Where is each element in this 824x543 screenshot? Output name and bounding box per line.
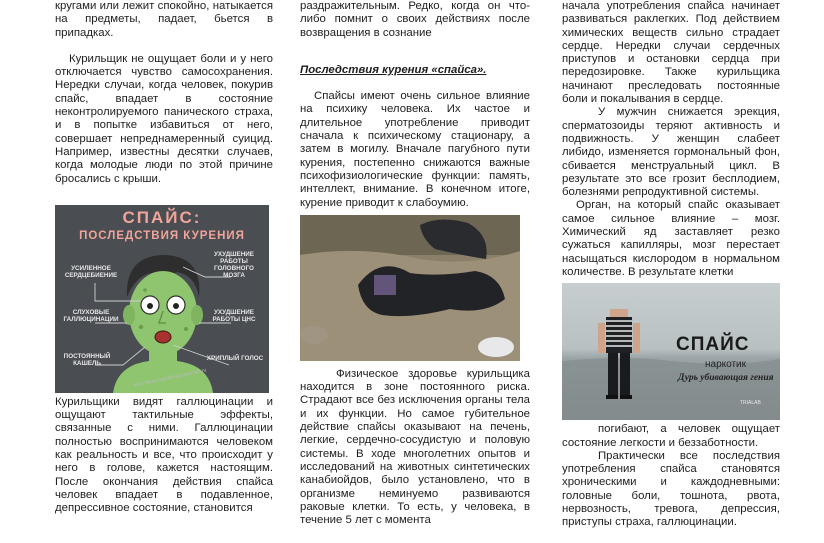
paragraph-col2-3: Физическое здоровье курильщика находится в зоне постоянного риска. Страдают все без исключения органы тела и их функции. Но самое губительное действие спайсы оказывают на печень, легкие, сердечно-сосудистую и половую системы. В ходе многолетних опытов и исследований на животных синтетических канабиойдов, было установлено, что в организме неминуемо развиваются раковые клетки. То есть, у человека, в течение 5 лет с момента (300, 367, 530, 527)
photo-person-on-ground (300, 215, 520, 361)
label-brain: УХУДШЕНИЕ РАБОТЫ ГОЛОВНОГО МОЗГА (213, 250, 254, 279)
paragraph-col3-3: Орган, на который спайс оказывает самое сильное влияние – мозг. Химический яд заставляет резко сужаться капилляры, мозг перестает насыщаться кислородом в нормальном количестве. В результате клетки (562, 199, 780, 278)
paragraph-col1-3: Курильщики видят галлюцинации и ощущают тактильные эффекты, связанные с ними. Галлюцинации полностью воспринимаются человеком как реальность и все, что происходит у него в голове, кажется настоящим. После окончания действия спайса человек впадает в подавленное, депрессивное состояние, становится (55, 395, 273, 515)
paragraph-col1-2: Курильщик не ощущает боли и у него отключается чувство самосохранения. Нередки случаи, когда человек, покурив спайс, впадает в состояние неконтролируемого панического страха, и в попытке избавиться от него, совершает непреднамеренный суицид. Например, известны десятки случаев, когда молодые люди по этой причине бросались с крыши. (55, 52, 273, 185)
spice-poster-image (562, 283, 780, 420)
column-1 (55, 0, 273, 516)
infographic-url: http://www.teatralnnyy.narkotiki.ru (133, 366, 208, 389)
left-ear-shape (123, 305, 135, 325)
photo-scene (300, 215, 520, 361)
infographic-title: СПАЙС: (122, 207, 202, 227)
section-heading: Последствия курения «спайса». (300, 63, 487, 76)
poster-title: СПАЙС (676, 334, 750, 356)
poster-logo: TRIALAB (740, 400, 761, 407)
label-voice: ХРИПЛЫЙ ГОЛОС (206, 354, 264, 362)
left-pupil-shape (147, 303, 153, 309)
poster-tagline: Дурь убивающая гения (678, 373, 774, 384)
right-pupil-shape (173, 303, 179, 309)
label-hallucinations: СЛУХОВЫЕ ГАЛЛЮЦИНАЦИИ (63, 308, 119, 323)
label-cough: ПОСТОЯННЫЙ КАШЕЛЬ (63, 352, 111, 367)
paragraph-col3-2: У мужчин снижается эрекция, сперматозоиды теряют активность и подвижность. У женщин слабеет либидо, изменяется гормональный фон, сбивается менструальный цикл. В результате это все грозит бесплодием, болезнями репродуктивной системы. (562, 106, 780, 199)
column-2 (300, 0, 530, 527)
column-3 (562, 0, 780, 530)
paragraph-col3-4: погибают, а человек ощущает состояние легкости и беззаботности. (562, 423, 780, 449)
paragraph-col3-5: Практически все последствия употребления спайса становятся хроническими и каждодневными: головные боли, тошнота, рвота, нервозность, тревога, депрессия, приступы страха, галлюцинации. (562, 449, 780, 529)
label-heartbeat: УСИЛЕННОЕ СЕРДЦЕБИЕНИЕ (64, 264, 118, 279)
poster-subtitle: наркотик (705, 359, 747, 371)
spice-effects-infographic (55, 205, 269, 393)
mouth-shape (155, 331, 171, 343)
label-cns: УХУДШЕНИЕ РАБОТЫ ЦНС (212, 308, 256, 323)
paragraph-col3-1: начала употребления спайса начинает развиваться раклегких. Под действием химических веществ сильно страдает сердце. Нередки случаи сердечных приступов и остановки сердца при передозировке. Также курильщика начинают преследовать постоянные боли и покалывания в сердце. (562, 0, 780, 106)
paragraph-col2-2: Спайсы имеют очень сильное влияние на психику человека. Их частое и длительное употребление приводит сначала к психическому стационару, а затем в могилу. Вначале пагубного пути курения, постепенно снижаются важные психофизиологические функции: память, интеллект, внимание. В конечном итоге, курение приводит к слабоумию. (300, 90, 530, 209)
right-ear-shape (191, 305, 203, 325)
paragraph-col2-1: раздражительным. Редко, когда он что-либо помнит о своих действиях после возвращения в сознание (300, 0, 530, 39)
infographic-subtitle: ПОСЛЕДСТВИЯ КУРЕНИЯ (79, 229, 245, 242)
paragraph-col1-1: кругами или лежит спокойно, натыкается на предметы, падает, бьется в припадках. (55, 0, 273, 39)
